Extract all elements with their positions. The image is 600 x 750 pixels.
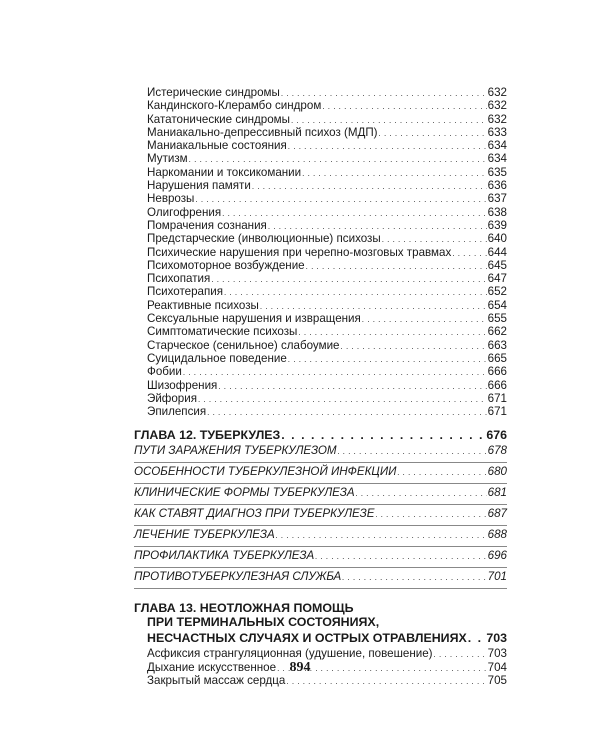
dot-leader	[379, 127, 487, 140]
dot-leader	[281, 87, 487, 100]
dot-leader	[260, 300, 487, 313]
entry-page-number: 636	[487, 179, 507, 193]
entry-page-number: 647	[487, 272, 507, 286]
entry-label: Помрачения сознания	[147, 218, 267, 232]
entry-page-number: 671	[487, 391, 507, 405]
entry-page-number: 637	[487, 192, 507, 206]
entry-label: Нарушения памяти	[147, 179, 251, 193]
entry-label: Суицидальное поведение	[147, 351, 287, 365]
entry-label: Шизофрения	[147, 378, 218, 392]
toc-entry	[134, 113, 507, 126]
entry-label: Психопатия	[147, 272, 211, 286]
entry-label: Истерические синдромы	[147, 86, 280, 99]
toc-entry	[134, 272, 507, 285]
toc-entry	[134, 285, 507, 298]
chapter-title-line-1: ГЛАВА 13. НЕОТЛОЖНАЯ ПОМОЩЬ	[134, 601, 354, 616]
entry-page-number: 634	[487, 152, 507, 166]
chapter-title-line-3	[134, 629, 507, 647]
entry-label: КЛИНИЧЕСКИЕ ФОРМЫ ТУБЕРКУЛЕЗА	[134, 486, 355, 500]
entry-page-number: 634	[487, 139, 507, 153]
dot-leader	[218, 380, 486, 393]
toc-section	[134, 549, 507, 568]
toc-entry	[134, 379, 507, 392]
entry-page-number: 666	[487, 365, 507, 379]
dot-leader	[195, 193, 486, 206]
toc-entry	[134, 365, 507, 378]
entry-page-number: 633	[487, 125, 507, 139]
entry-label: Психомоторное возбуждение	[147, 258, 305, 272]
toc-entry	[134, 339, 507, 352]
chapter-title: НЕСЧАСТНЫХ СЛУЧАЯХ И ОСТРЫХ ОТРАВЛЕНИЯХ	[147, 631, 467, 646]
entry-label: Мутизм	[147, 152, 188, 166]
toc-section	[134, 486, 507, 505]
dot-leader	[288, 353, 487, 366]
entry-page-number: 663	[487, 338, 507, 352]
toc-entry	[134, 166, 507, 179]
entry-label: Психические нарушения при черепно-мозговых травмах	[147, 245, 452, 259]
entry-page-number: 632	[487, 86, 507, 99]
toc-entry	[134, 312, 507, 325]
entry-label: Маниакальные состояния	[147, 139, 287, 153]
entry-label: КАК СТАВЯТ ДИАГНОЗ ПРИ ТУБЕРКУЛЕЗЕ	[134, 507, 375, 521]
toc-entry	[134, 674, 507, 687]
entry-label: Сексуальные нарушения и извращения	[147, 312, 361, 326]
entry-label: Эйфория	[147, 391, 197, 405]
toc-entry	[134, 246, 507, 259]
toc-entry	[134, 219, 507, 232]
dot-leader	[376, 508, 487, 522]
toc-section	[134, 507, 507, 526]
dot-leader	[315, 550, 486, 564]
dot-leader	[252, 180, 487, 193]
dot-leader	[452, 247, 486, 260]
dot-leader	[382, 233, 487, 246]
entry-page-number: 680	[487, 465, 507, 479]
entry-label: ПУТИ ЗАРАЖЕНИЯ ТУБЕРКУЛЕЗОМ	[134, 444, 337, 458]
entry-page-number: 632	[487, 99, 507, 113]
toc-section	[134, 465, 507, 484]
entry-page-number: 654	[487, 298, 507, 312]
dot-leader	[189, 153, 487, 166]
toc-entry	[134, 405, 507, 418]
dot-leader	[302, 167, 487, 180]
entry-page-number: 655	[487, 312, 507, 326]
dot-leader	[224, 286, 487, 299]
toc-entry	[134, 647, 507, 660]
toc-entry	[134, 259, 507, 272]
toc-entry	[134, 139, 507, 152]
dot-leader	[341, 340, 487, 353]
dot-leader	[298, 326, 486, 339]
entry-label: Психотерапия	[147, 285, 224, 299]
entry-page-number: 687	[487, 507, 507, 521]
entry-label: Фобии	[147, 365, 182, 379]
toc-entry	[134, 99, 507, 112]
entry-page-number: 666	[487, 378, 507, 392]
entry-label: Наркомании и токсикомании	[147, 165, 302, 179]
dot-leader	[276, 529, 487, 543]
entry-page-number: 678	[487, 444, 507, 458]
entry-page-number: 640	[487, 232, 507, 246]
entry-page-number: 703	[487, 647, 507, 661]
entry-page-number: 671	[487, 405, 507, 419]
chapter-title-line-2: ПРИ ТЕРМИНАЛЬНЫХ СОСТОЯНИЯХ,	[147, 615, 380, 630]
entry-label: Кататонические синдромы	[147, 112, 290, 126]
dot-leader	[338, 445, 487, 459]
entry-page-number: 652	[487, 285, 507, 299]
toc-entry	[134, 352, 507, 365]
dot-leader	[397, 466, 486, 480]
entry-label: Эпилепсия	[147, 405, 207, 419]
entry-label: Олигофрения	[147, 205, 222, 219]
toc-entry	[134, 192, 507, 205]
entry-page-number: 665	[487, 351, 507, 365]
entry-page-number: 705	[487, 674, 507, 688]
dot-leader	[183, 366, 487, 379]
dot-leader	[207, 406, 487, 419]
entry-page-number: 632	[487, 112, 507, 126]
dot-leader	[306, 260, 487, 273]
dot-leader	[356, 487, 487, 501]
dot-leader	[342, 571, 486, 585]
toc-entry	[134, 206, 507, 219]
entry-page-number: 701	[487, 570, 507, 584]
entry-label: Старческое (сенильное) слабоумие	[147, 338, 340, 352]
chapter-page: 676	[486, 428, 507, 443]
toc-entry	[134, 299, 507, 312]
dot-leader	[222, 207, 487, 220]
dot-leader	[291, 114, 487, 127]
entry-page-number: 696	[487, 549, 507, 563]
entry-page-number: 688	[487, 528, 507, 542]
dot-leader	[288, 140, 487, 153]
entry-label: Предстарческие (инволюционные) психозы	[147, 232, 381, 246]
toc-entry	[134, 152, 507, 165]
chapter-page: 703	[486, 631, 507, 646]
dot-leader	[286, 675, 486, 688]
entry-label: ОСОБЕННОСТИ ТУБЕРКУЛЕЗНОЙ ИНФЕКЦИИ	[134, 465, 397, 479]
toc-section	[134, 528, 507, 547]
dot-leader	[362, 313, 487, 326]
dot-leader	[268, 220, 487, 233]
dot-leader	[211, 273, 486, 286]
entry-page-number: 704	[487, 660, 507, 674]
toc-entry	[134, 232, 507, 245]
entry-label: Реактивные психозы	[147, 298, 259, 312]
entry-page-number: 639	[487, 218, 507, 232]
entry-label: Симптоматические психозы	[147, 325, 298, 339]
dot-leader	[198, 393, 487, 406]
page-number: 894	[289, 660, 311, 675]
entry-page-number: 635	[487, 165, 507, 179]
chapter-13-heading	[134, 601, 507, 647]
entry-label: ПРОТИВОТУБЕРКУЛЕЗНАЯ СЛУЖБА	[134, 570, 342, 584]
entry-page-number: 644	[487, 245, 507, 259]
toc-entry	[134, 392, 507, 405]
entry-label: Асфиксия странгуляционная (удушение, повешение)	[147, 647, 433, 661]
chapter-title: ГЛАВА 12. ТУБЕРКУЛЕЗ	[134, 428, 281, 443]
psychiatry-entries	[134, 86, 507, 418]
entry-label: Дыхание искусственное	[147, 660, 277, 674]
toc-section	[134, 444, 507, 463]
entry-page-number: 645	[487, 258, 507, 272]
entry-page-number: 638	[487, 205, 507, 219]
entry-label: Кандинского-Клерамбо синдром	[147, 99, 322, 113]
table-of-contents	[134, 86, 507, 687]
entry-page-number: 662	[487, 325, 507, 339]
entry-label: ПРОФИЛАКТИКА ТУБЕРКУЛЕЗА	[134, 549, 315, 563]
entry-page-number: 681	[487, 486, 507, 500]
toc-section	[134, 570, 507, 589]
entry-label: Маниакально-депрессивный психоз (МДП)	[147, 125, 378, 139]
toc-entry	[134, 126, 507, 139]
dot-leader	[281, 426, 485, 444]
dot-leader	[322, 100, 486, 113]
dot-leader	[468, 629, 486, 647]
toc-entry	[134, 86, 507, 99]
toc-entry	[134, 325, 507, 338]
chapter-12-sections	[134, 444, 507, 589]
entry-label: Закрытый массаж сердца	[147, 674, 286, 688]
toc-entry	[134, 179, 507, 192]
chapter-12-heading	[134, 426, 507, 444]
entry-label: Неврозы	[147, 192, 195, 206]
entry-label: ЛЕЧЕНИЕ ТУБЕРКУЛЕЗА	[134, 528, 275, 542]
